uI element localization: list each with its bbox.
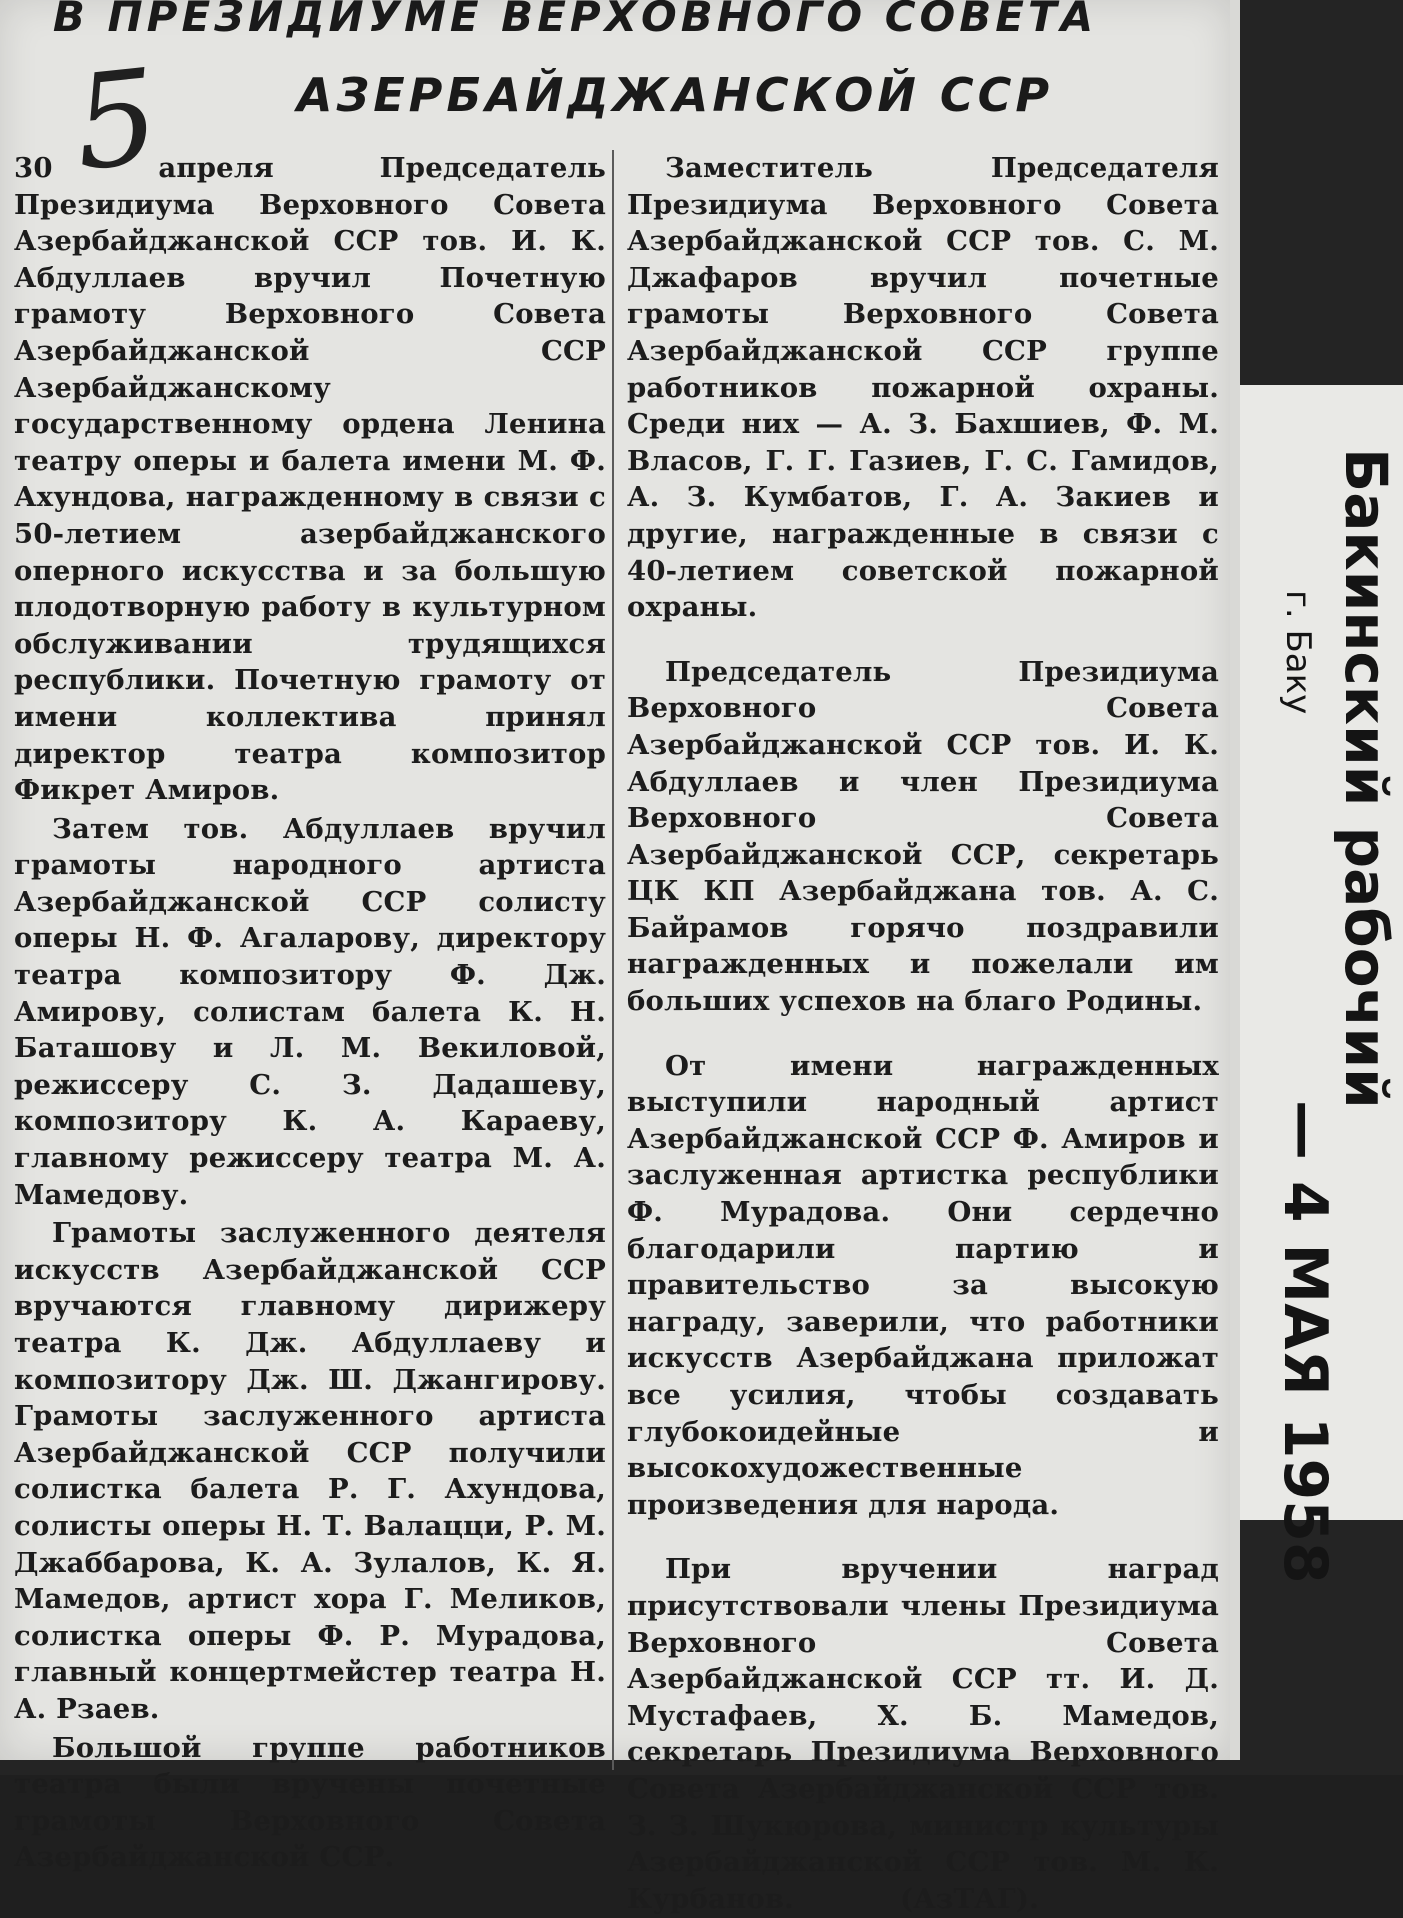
column-divider <box>612 150 614 1770</box>
newspaper-name: Бакинский рабочий <box>1332 448 1400 1109</box>
paragraph: Затем тов. Абдуллаев вручил грамоты народного артиста Азербайджанской ССР солисту оперы Н. Ф. Агаларову, директору театра композитору Ф. Дж. Амирову, солистам балета К. Н. Баташову и Л. М. Векиловой, режиссеру С. З. Дадашеву, композитору К. А. Караеву, главному режиссеру театра М. А. Мамедову. <box>14 812 606 1211</box>
clipping-edge <box>1230 0 1240 1760</box>
article-right-column <box>627 150 1219 1918</box>
publication-date: — 4 МАЯ 1958 <box>1270 1100 1340 1584</box>
paragraph: Большой группе работников театра были вручены почетные грамоты Верховного Совета Азербайджанской ССР. <box>14 1731 606 1874</box>
agency-credit: (АзТАГ). <box>900 1883 1039 1916</box>
paragraph: Председатель Президиума Верховного Совета Азербайджанской ССР тов. И. К. Абдуллаев и член Президиума Верховного Совета Азербайджанской ССР, секретарь ЦК КП Азербайджана тов. А. С. Байрамов горячо поздравили награжденных и пожелали им больших успехов на благо Родины. <box>627 655 1219 1018</box>
handwritten-number: 5 <box>67 40 166 200</box>
paragraph: Грамоты заслуженного деятеля искусств Азербайджанской ССР вручаются главному дирижеру театра К. Дж. Абдуллаеву и композитору Дж. Ш. Джангирову. Грамоты заслуженного артиста Азербайджанской ССР получили солистка балета Р. Г. Ахундова, солисты оперы Н. Т. Валацци, Р. М. Джаббарова, К. А. Зулалов, К. Я. Мамедов, артист хора Г. Меликов, солистка оперы Ф. Р. Мурадова, главный концертмейстер театра Н. А. Рзаев. <box>14 1217 606 1725</box>
article-left-column <box>14 150 606 1878</box>
newspaper-city: г. Баку <box>1278 590 1318 715</box>
headline-line-2: АЗЕРБАЙДЖАНСКОЙ ССР <box>296 68 1054 122</box>
paragraph: Заместитель Председателя Президиума Верховного Совета Азербайджанской ССР тов. С. М. Джафаров вручил почетные грамоты Верховного Совета Азербайджанской ССР группе работников пожарной охраны. Среди них — А. З. Бахшиев, Ф. М. Власов, Г. Г. Газиев, Г. С. Гамидов, А. З. Кумбатов, Г. А. Закиев и другие, награжденные в связи с 40-летием советской пожарной охраны. <box>627 152 1219 624</box>
paragraph: От имени награжденных выступили народный артист Азербайджанской ССР Ф. Амиров и заслуженная артистка республики Ф. Мурадова. Они сердечно благодарили партию и правительство за высокую награду, заверили, что работники искусств Азербайджана приложат все усилия, чтобы создавать глубокоидейные и высокохудожественные произведения для народа. <box>627 1049 1219 1521</box>
headline-line-1: В ПРЕЗИДИУМЕ ВЕРХОВНОГО СОВЕТА <box>52 0 1098 41</box>
paragraph: 30 апреля Председатель Президиума Верховного Совета Азербайджанской ССР тов. И. К. Абдуллаев вручил Почетную грамоту Верховного Совета Азербайджанской ССР Азербайджанскому государственному ордена Ленина театру оперы и балета имени М. Ф. Ахундова, награжденному в связи с 50-летием азербайджанского оперного искусства и за большую плодотворную работу в культурном обслуживании трудящихся республики. Почетную грамоту от имени коллектива принял директор театра композитор Фикрет Амиров. <box>14 152 606 807</box>
paragraph: При вручении наград присутствовали члены Президиума Верховного Совета Азербайджанской ССР тт. И. Д. Мустафаев, Х. Б. Мамедов, секретарь Президиума Верховного Совета Азербайджанской ССР тов. З. З. Шукюрова, министр культуры Азербайджанской ССР тов. М. К. Курбанов. <box>627 1553 1219 1915</box>
